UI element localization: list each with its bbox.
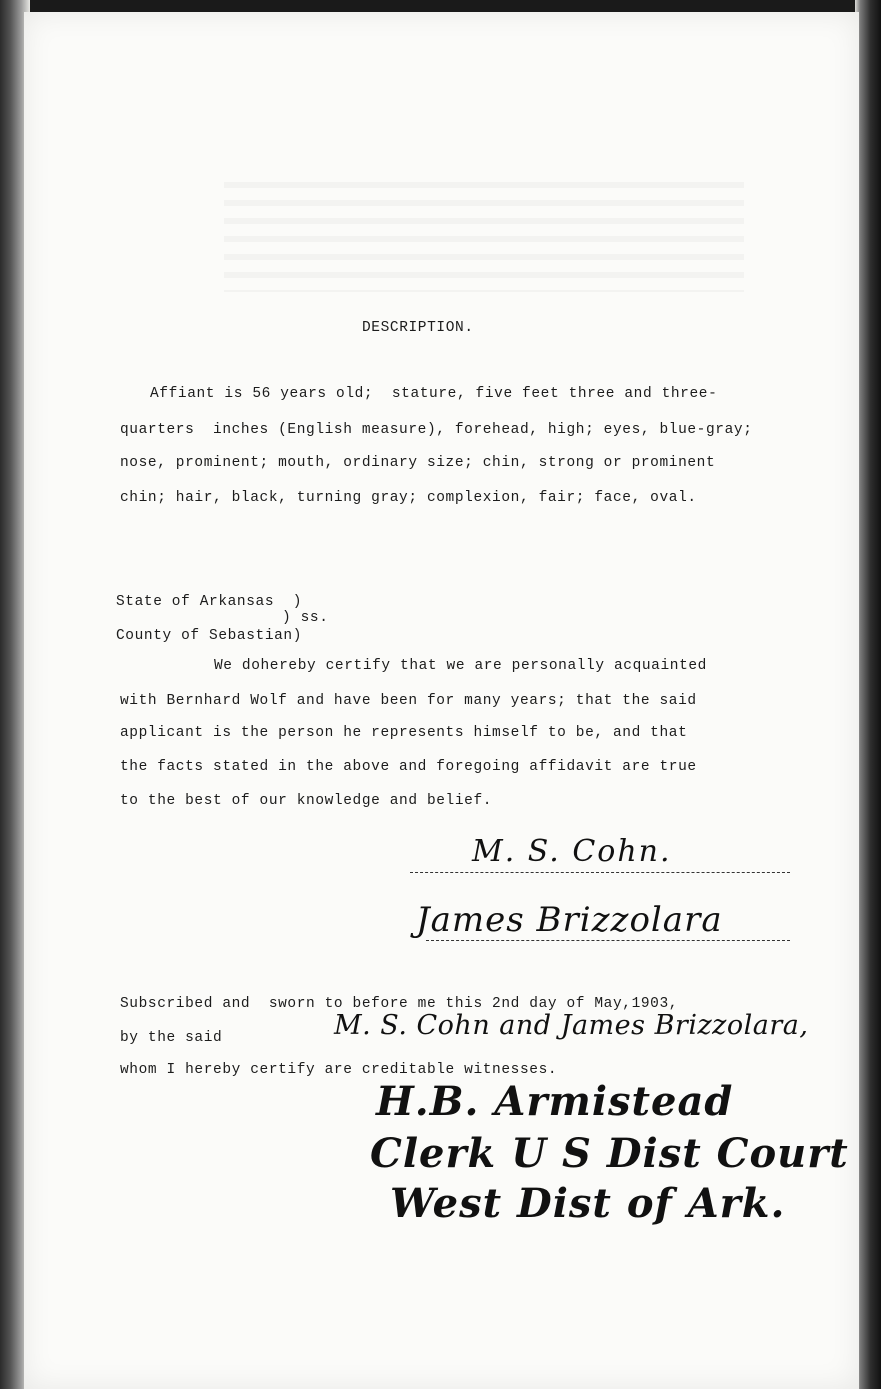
bleed-through-text <box>224 182 744 292</box>
description-line: quarters inches (English measure), forehead, high; eyes, blue-gray; <box>120 422 753 438</box>
clerk-signature-title: Clerk U S Dist Court <box>370 1130 849 1177</box>
certification-line: to the best of our knowledge and belief. <box>120 793 493 809</box>
certification-line: the facts stated in the above and foregoing affidavit are true <box>120 759 697 775</box>
description-line: Affiant is 56 years old; stature, five feet three and three- <box>150 386 718 402</box>
certification-line: with Bernhard Wolf and have been for many years; that the said <box>120 693 697 709</box>
subscribed-line: by the said <box>120 1030 223 1046</box>
handwritten-witness-names: M. S. Cohn and James Brizzolara, <box>334 1010 809 1041</box>
witness-signature-cohn: M. S. Cohn. <box>472 834 672 869</box>
signature-line <box>410 872 790 874</box>
subscribed-line: Subscribed and sworn to before me this 2nd day of May,1903, <box>120 996 679 1012</box>
clerk-signature-name: H.B. Armistead <box>376 1078 734 1125</box>
clerk-signature-district: West Dist of Ark. <box>390 1180 786 1227</box>
certification-line: applicant is the person he represents himself to be, and that <box>120 725 688 741</box>
description-line: chin; hair, black, turning gray; complexion, fair; face, oval. <box>120 490 697 506</box>
description-line: nose, prominent; mouth, ordinary size; chin, strong or prominent <box>120 455 716 471</box>
venue-state: State of Arkansas ) <box>116 594 303 610</box>
witness-signature-brizzolara: James Brizzolara <box>416 900 723 940</box>
certification-line: We dohereby certify that we are personally acquainted <box>214 658 707 674</box>
document-page <box>24 12 859 1389</box>
venue-ss: ) ss. <box>282 610 329 626</box>
signature-line <box>426 940 790 942</box>
description-heading: DESCRIPTION. <box>362 320 474 336</box>
venue-county: County of Sebastian) <box>116 628 303 644</box>
subscribed-line: whom I hereby certify are creditable witnesses. <box>120 1062 558 1078</box>
